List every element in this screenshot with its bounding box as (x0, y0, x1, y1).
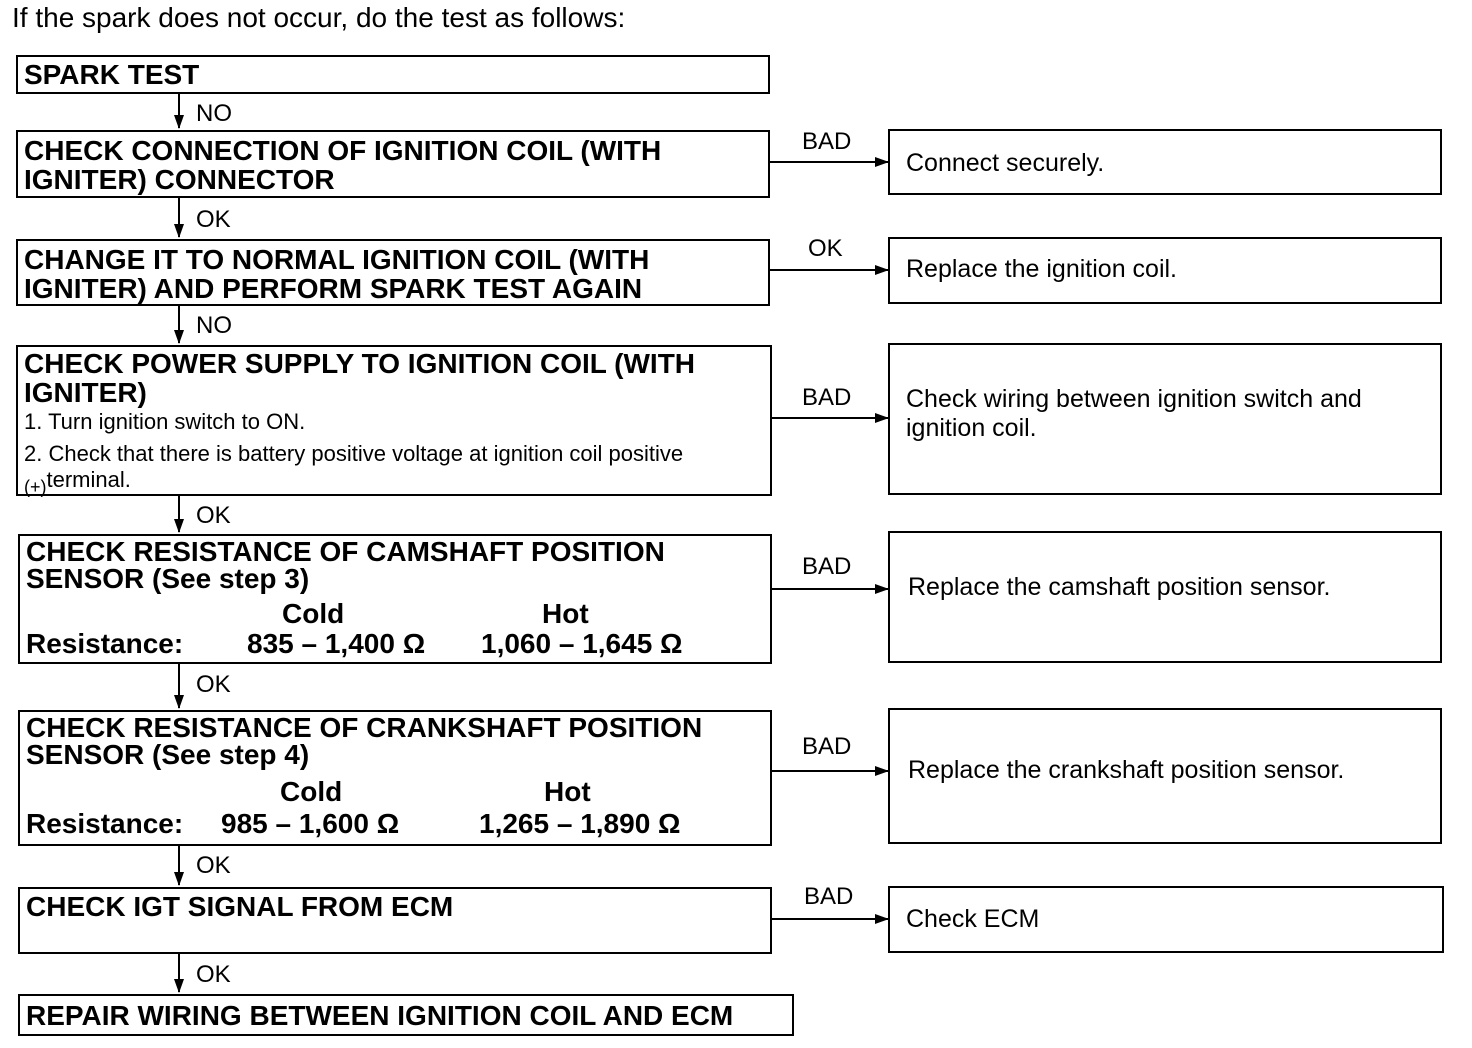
hot-value: 1,265 – 1,890 Ω (479, 808, 681, 839)
instruction-2-cont (24, 467, 764, 497)
side-label-6: BAD (804, 883, 854, 910)
hot-header: Hot (542, 598, 589, 629)
step-title: CHECK POWER SUPPLY TO IGNITION COIL (WITH IGNITER) (24, 348, 696, 408)
result-text: Check wiring between ignition switch and ignition coil. (906, 385, 1362, 442)
result-replace-camshaft (888, 531, 1442, 663)
step-title: CHECK IGT SIGNAL FROM ECM (26, 891, 454, 922)
step-camshaft-resistance (18, 534, 772, 664)
cold-header: Cold (282, 598, 345, 629)
side-label-1: BAD (802, 128, 852, 155)
step-title: REPAIR WIRING BETWEEN IGNITION COIL AND ECM (26, 1000, 734, 1031)
down-label-7: OK (196, 961, 231, 988)
cold-header: Cold (280, 776, 343, 807)
down-label-1: NO (196, 100, 232, 127)
resistance-label: Resistance: (26, 628, 184, 659)
side-label-5: BAD (802, 733, 852, 760)
down-label-5: OK (196, 671, 231, 698)
instruction-2: 2. Check that there is battery positive voltage at ignition coil positive (24, 441, 684, 466)
result-check-wiring (888, 343, 1442, 495)
instruction-1: 1. Turn ignition switch to ON. (24, 409, 306, 434)
step-change-coil (16, 239, 770, 306)
result-check-ecm (888, 886, 1444, 953)
result-text: Replace the crankshaft position sensor. (908, 756, 1345, 784)
result-text: Replace the ignition coil. (906, 255, 1177, 283)
hot-header: Hot (544, 776, 591, 807)
result-text: Replace the camshaft position sensor. (908, 573, 1331, 601)
down-label-2: OK (196, 206, 231, 233)
side-label-4: BAD (802, 553, 852, 580)
step-check-connection (16, 130, 770, 198)
side-label-2: OK (808, 235, 843, 262)
intro-text: If the spark does not occur, do the test as follows: (12, 2, 626, 33)
step-check-power (16, 345, 772, 496)
cold-value: 835 – 1,400 Ω (247, 628, 426, 659)
down-label-6: OK (196, 852, 231, 879)
side-label-3: BAD (802, 384, 852, 411)
result-text: Connect securely. (906, 149, 1105, 177)
cold-value: 985 – 1,600 Ω (221, 808, 400, 839)
step-title: CHECK RESISTANCE OF CRANKSHAFT POSITION SENSOR (See step 4) (26, 712, 703, 770)
resistance-label: Resistance: (26, 808, 184, 839)
result-connect (888, 129, 1442, 195)
result-text: Check ECM (906, 905, 1040, 933)
step-repair-wiring (18, 994, 794, 1036)
hot-value: 1,060 – 1,645 Ω (481, 628, 683, 659)
down-label-4: OK (196, 502, 231, 529)
step-spark-test (16, 55, 770, 94)
step-crankshaft-resistance (18, 710, 772, 846)
terminal-text: terminal. (46, 467, 131, 492)
step-title: SPARK TEST (24, 59, 200, 90)
step-title: CHECK CONNECTION OF IGNITION COIL (WITH IGNITER) CONNECTOR (24, 135, 662, 195)
result-replace-crankshaft (888, 708, 1442, 844)
down-label-3: NO (196, 312, 232, 339)
step-check-igt (18, 887, 772, 954)
terminal-symbol: (+) (24, 477, 47, 497)
step-title: CHECK RESISTANCE OF CAMSHAFT POSITION SENSOR (See step 3) (26, 536, 665, 594)
result-replace-coil (888, 237, 1442, 304)
step-title: CHANGE IT TO NORMAL IGNITION COIL (WITH IGNITER) AND PERFORM SPARK TEST AGAIN (24, 244, 650, 304)
